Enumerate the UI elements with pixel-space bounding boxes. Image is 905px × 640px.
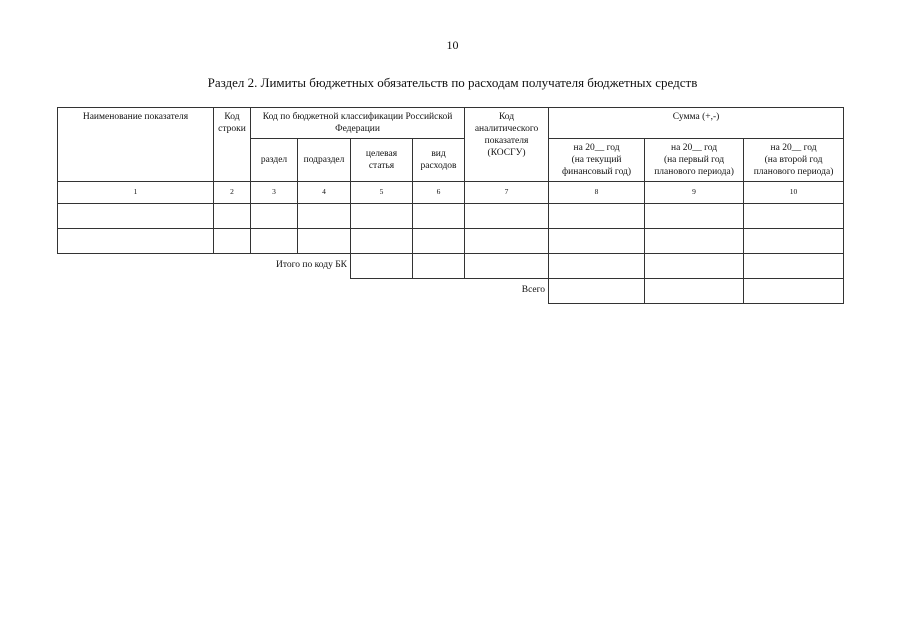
table-cell[interactable]: [465, 228, 549, 253]
table-cell[interactable]: [744, 228, 844, 253]
header-celevaya: целевая статья: [351, 139, 413, 182]
header-year3: [744, 139, 844, 182]
total-cell[interactable]: [549, 253, 645, 278]
table-row: [58, 228, 844, 253]
table-cell[interactable]: [645, 203, 744, 228]
total-cell[interactable]: [413, 253, 465, 278]
column-number: 4: [298, 181, 351, 203]
header-year2-line1: на 20__ год: [671, 143, 718, 153]
table-cell[interactable]: [58, 203, 214, 228]
total-cell[interactable]: [351, 253, 413, 278]
total-by-bk-row: [58, 253, 844, 278]
table-cell[interactable]: [549, 203, 645, 228]
column-number: 10: [744, 181, 844, 203]
table-cell[interactable]: [645, 228, 744, 253]
table-cell[interactable]: [351, 203, 413, 228]
column-number: 9: [645, 181, 744, 203]
header-year3-line2: (на второй год планового периода): [753, 154, 834, 177]
column-number: 6: [413, 181, 465, 203]
header-year3-line1: на 20__ год: [770, 143, 817, 153]
header-year1-line1: на 20__ год: [573, 143, 620, 153]
table-cell[interactable]: [214, 228, 251, 253]
grand-total-row: [58, 278, 844, 303]
header-year1: [549, 139, 645, 182]
header-year2-line2: (на первый год планового периода): [654, 154, 734, 177]
header-name: Наименование показателя: [58, 108, 214, 182]
header-sum: Сумма (+,-): [549, 108, 844, 139]
column-numbers-row: [58, 181, 844, 203]
total-cell[interactable]: [744, 253, 844, 278]
table-cell[interactable]: [413, 203, 465, 228]
table-cell[interactable]: [351, 228, 413, 253]
grand-total-cell[interactable]: [645, 278, 744, 303]
column-number: 2: [214, 181, 251, 203]
table-cell[interactable]: [58, 228, 214, 253]
header-razdel: раздел: [251, 139, 298, 182]
grand-total-cell[interactable]: [744, 278, 844, 303]
table-cell[interactable]: [298, 228, 351, 253]
limits-table: [57, 107, 844, 304]
column-number: 8: [549, 181, 645, 203]
total-by-bk-label: Итого по коду БК: [58, 253, 351, 278]
header-row-code: Код строки: [214, 108, 251, 182]
grand-total-cell[interactable]: [549, 278, 645, 303]
table-cell[interactable]: [413, 228, 465, 253]
table-cell[interactable]: [298, 203, 351, 228]
total-cell[interactable]: [645, 253, 744, 278]
table-cell[interactable]: [465, 203, 549, 228]
table-cell[interactable]: [251, 203, 298, 228]
header-bk-code: Код по бюджетной классификации Российской Федерации: [251, 108, 465, 139]
column-number: 7: [465, 181, 549, 203]
column-number: 3: [251, 181, 298, 203]
section-title: Раздел 2. Лимиты бюджетных обязательств по расходам получателя бюджетных средств: [207, 75, 698, 90]
table-cell[interactable]: [251, 228, 298, 253]
page-number: 10: [446, 38, 459, 52]
column-number: 1: [58, 181, 214, 203]
total-cell[interactable]: [465, 253, 549, 278]
table-cell[interactable]: [549, 228, 645, 253]
column-number: 5: [351, 181, 413, 203]
header-podrazdel: подраздел: [298, 139, 351, 182]
header-kosgu: Код аналитического показателя (КОСГУ): [465, 108, 549, 182]
header-vid: вид расходов: [413, 139, 465, 182]
header-year1-line2: (на текущий финансовый год): [562, 154, 632, 177]
table-row: [58, 203, 844, 228]
header-year2: [645, 139, 744, 182]
grand-total-label: Всего: [465, 278, 549, 303]
table-cell[interactable]: [214, 203, 251, 228]
table-cell[interactable]: [744, 203, 844, 228]
